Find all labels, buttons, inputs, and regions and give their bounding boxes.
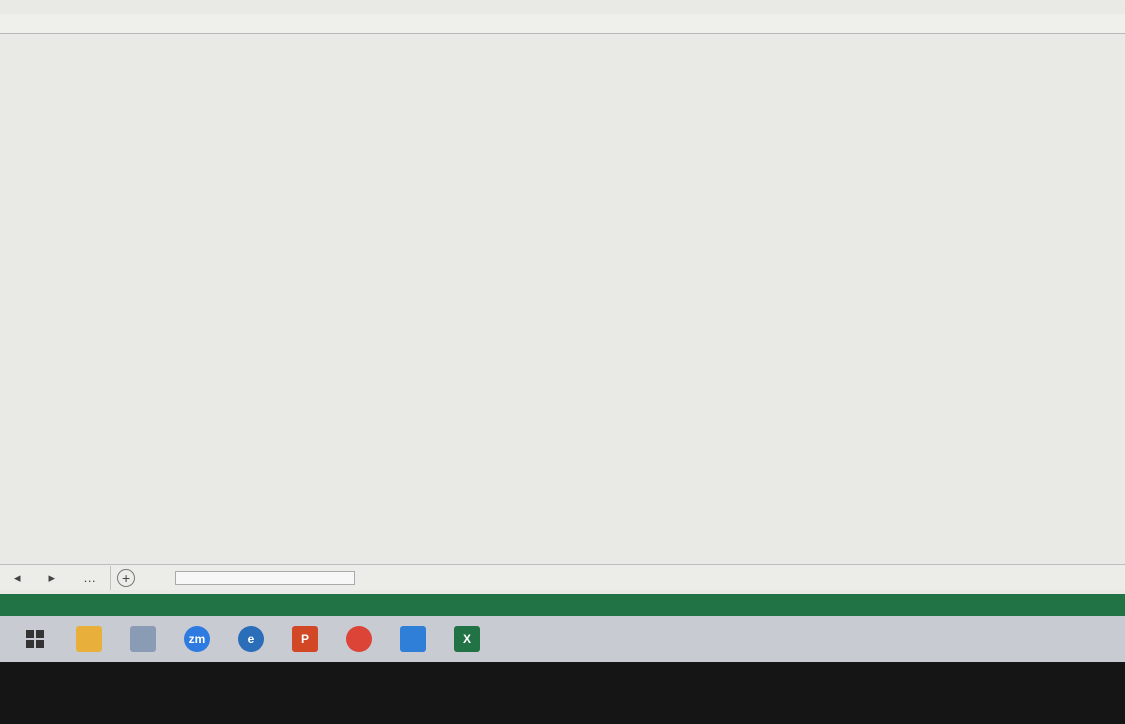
windows-icon[interactable] [22,626,48,652]
zoom-icon[interactable]: zm [184,626,210,652]
tab-scroll-left-icon[interactable]: ◂ [14,569,21,585]
status-bar [0,594,1125,616]
file-explorer-icon[interactable] [76,626,102,652]
monitor-bezel [0,662,1125,724]
powerpoint-icon[interactable]: P [292,626,318,652]
excel-icon[interactable]: X [454,626,480,652]
app-icon[interactable] [400,626,426,652]
edge-icon[interactable]: e [238,626,264,652]
taskbar [0,616,1125,662]
horizontal-scrollbar[interactable] [175,571,355,585]
add-sheet-icon[interactable]: + [117,569,135,587]
column-header-bar [0,14,1125,34]
tool-icon[interactable] [130,626,156,652]
tab-more-icon[interactable]: … [69,566,111,590]
tab-scroll-right-icon[interactable]: ▸ [48,569,56,585]
sheet-tab-bar [0,564,1125,590]
chrome-icon[interactable] [346,626,372,652]
